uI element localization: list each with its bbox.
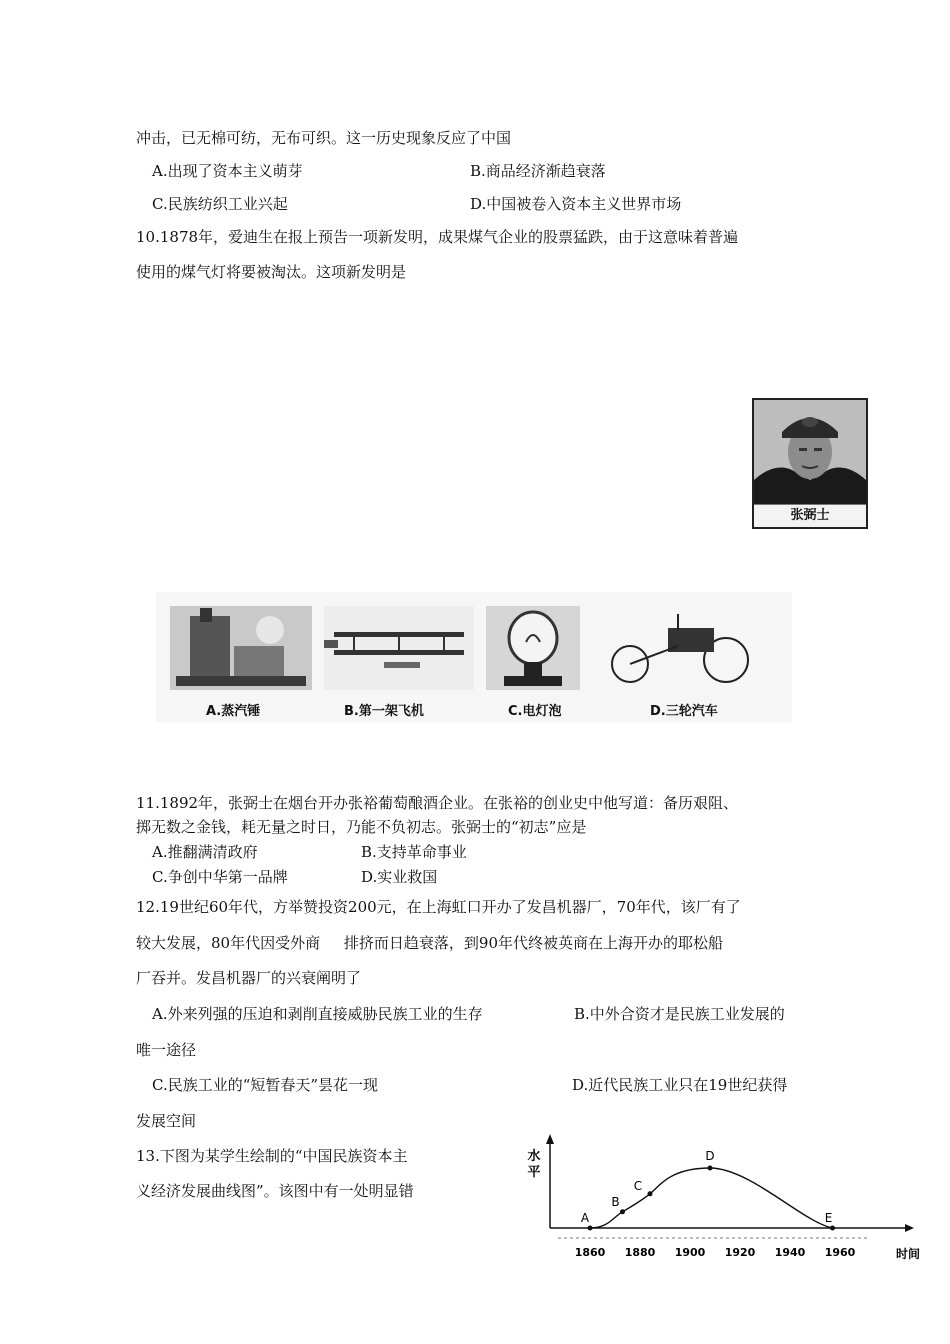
first-airplane-image bbox=[324, 606, 474, 690]
image-label-a: A.蒸汽锤 bbox=[206, 704, 261, 719]
image-label-d: D.三轮汽车 bbox=[650, 704, 718, 719]
curve-point-b bbox=[620, 1209, 625, 1214]
q9-option-b: B.商品经济渐趋衰落 bbox=[470, 162, 606, 180]
steam-hammer-image bbox=[170, 606, 312, 690]
image-label-b: B.第一架飞机 bbox=[344, 704, 424, 719]
q11-option-a: A.推翻满清政府 bbox=[152, 843, 258, 861]
q11-line-2: 掷无数之金钱，耗无量之时日，乃能不负初志。张弼士的“初志”应是 bbox=[136, 818, 587, 836]
y-axis-label-char: 平 bbox=[527, 1165, 541, 1180]
q11-option-d: D.实业救国 bbox=[361, 868, 438, 886]
x-tick-label: 1940 bbox=[774, 1246, 806, 1259]
light-bulb-image bbox=[486, 606, 580, 690]
point-label-e: E bbox=[824, 1211, 833, 1225]
curve-point-e bbox=[830, 1226, 835, 1231]
q12-line-1: 12.19世纪60年代，方举赞投资200元，在上海虹口开办了发昌机器厂，70年代，该厂有了 bbox=[136, 898, 741, 916]
x-tick-label: 1920 bbox=[724, 1246, 756, 1259]
y-axis-label-char: 水 bbox=[527, 1149, 541, 1164]
zhang-bishi-portrait bbox=[752, 398, 868, 529]
point-label-b: B bbox=[611, 1194, 620, 1209]
q12-option-a: A.外来列强的压迫和剥削直接威胁民族工业的生存 bbox=[152, 1005, 483, 1023]
portrait-caption: 张弼士 bbox=[754, 504, 866, 527]
q9-stem-tail: 冲击，已无棉可纺，无布可织。这一历史现象反应了中国 bbox=[136, 129, 512, 147]
inventions-image-strip bbox=[156, 592, 792, 722]
q12-option-b-cont: 唯一途径 bbox=[136, 1041, 197, 1059]
x-tick-label: 1900 bbox=[674, 1246, 706, 1259]
curve-point-c bbox=[648, 1191, 653, 1196]
q12-option-d-cont: 发展空间 bbox=[136, 1112, 197, 1130]
q13-line-2: 义经济发展曲线图”。该图中有一处明显错 bbox=[136, 1182, 414, 1200]
q11-option-b: B.支持革命事业 bbox=[361, 843, 467, 861]
x-tick-label: 1860 bbox=[574, 1246, 606, 1259]
q12-option-c: C.民族工业的“短暂春天”昙花一现 bbox=[152, 1076, 379, 1094]
x-tick-label: 1880 bbox=[624, 1246, 656, 1259]
development-curve-chart bbox=[510, 1130, 930, 1270]
image-label-c: C.电灯泡 bbox=[508, 704, 562, 719]
x-axis-label: 时间 bbox=[895, 1247, 921, 1261]
q12-option-b: B.中外合资才是民族工业发展的 bbox=[574, 1005, 785, 1023]
curve-point-d bbox=[708, 1166, 713, 1171]
curve-point-a bbox=[588, 1226, 593, 1231]
q10-line-1: 10.1878年，爱迪生在报上预告一项新发明，成果煤气企业的股票猛跌，由于这意味着普遍 bbox=[136, 228, 739, 246]
point-label-c: C bbox=[633, 1178, 643, 1193]
point-label-d: D bbox=[705, 1149, 715, 1163]
q13-line-1: 13.下图为某学生绘制的“中国民族资本主 bbox=[136, 1147, 408, 1165]
q12-line-2: 较大发展，80年代因受外商 排挤而日趋衰落，到90年代终被英商在上海开办的耶松船 bbox=[136, 934, 724, 952]
portrait-photo bbox=[754, 400, 866, 505]
x-tick-label: 1960 bbox=[824, 1246, 856, 1259]
q9-option-a: A.出现了资本主义萌芽 bbox=[152, 162, 303, 180]
q12-line-3: 厂吞并。发昌机器厂的兴衰阐明了 bbox=[136, 969, 362, 987]
q11-line-1: 11.1892年，张弼士在烟台开办张裕葡萄酿酒企业。在张裕的创业史中他写道：备历艰阻、 bbox=[136, 794, 739, 812]
q10-line-2: 使用的煤气灯将要被淘汰。这项新发明是 bbox=[136, 263, 407, 281]
q12-option-d: D.近代民族工业只在19世纪获得 bbox=[572, 1076, 788, 1094]
q9-option-c: C.民族纺织工业兴起 bbox=[152, 195, 288, 213]
q11-option-c: C.争创中华第一品牌 bbox=[152, 868, 288, 886]
y-axis-arrow bbox=[546, 1134, 554, 1144]
x-axis-arrow bbox=[905, 1224, 914, 1232]
development-curve bbox=[590, 1168, 833, 1228]
q9-option-d: D.中国被卷入资本主义世界市场 bbox=[470, 195, 682, 213]
tricycle-car-image bbox=[608, 606, 758, 690]
point-label-a: A bbox=[580, 1211, 590, 1225]
